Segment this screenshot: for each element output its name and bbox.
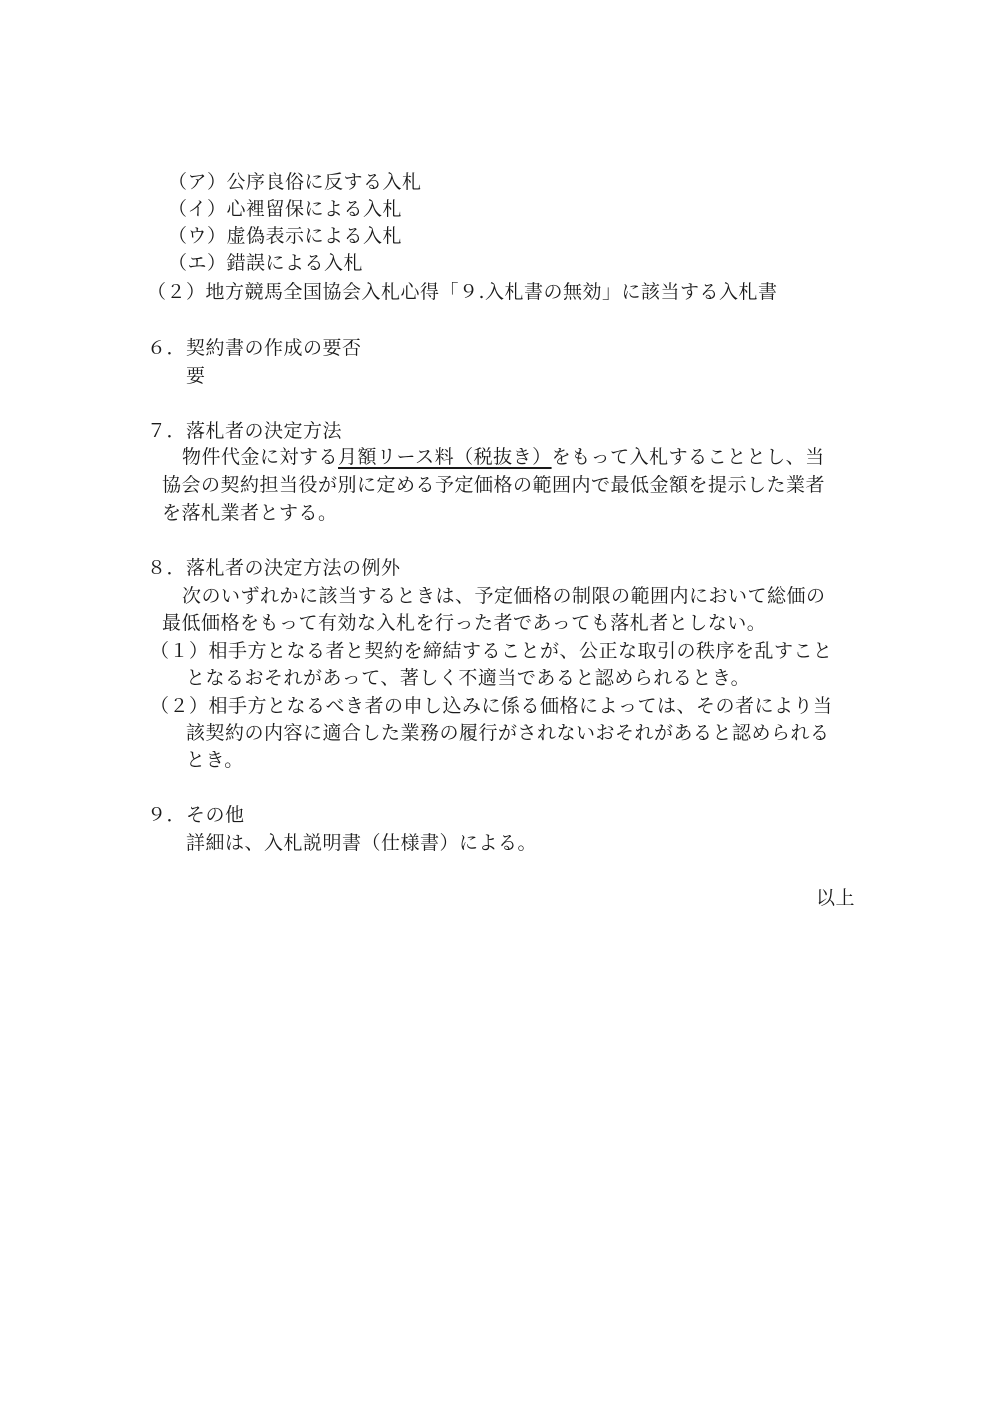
section-8-item-2-line-2: 該契約の内容に適合した業務の履行がされないおそれがあると認められる [186, 722, 830, 744]
section-8-intro-line-2: 最低価格をもって有効な入札を行った者であっても落札者としない。 [162, 612, 767, 634]
section-7-line-1-before: 物件代金に対する [182, 446, 339, 468]
section-7-line-2: 協会の契約担当役が別に定める予定価格の範囲内で最低金額を提示した業者 [162, 474, 826, 496]
section-8-item-1-line-1: （１）相手方となる者と契約を締結することが、公正な取引の秩序を乱すこと [150, 640, 833, 662]
closing-ijou: 以上 [816, 887, 856, 909]
section-8-heading: ８．落札者の決定方法の例外 [147, 557, 401, 579]
section-9-heading: ９．その他 [147, 804, 245, 826]
invalid-bid-item-a: （ア）公序良俗に反する入札 [168, 171, 422, 193]
invalid-bid-item-2: （２）地方競馬全国協会入札心得「９.入札書の無効」に該当する入札書 [147, 281, 778, 303]
section-7-heading: ７．落札者の決定方法 [147, 420, 343, 442]
invalid-bid-item-e: （エ）錯誤による入札 [168, 252, 364, 274]
section-6-heading: ６．契約書の作成の要否 [147, 337, 362, 359]
section-7-line-3: を落札業者とする。 [162, 502, 338, 524]
section-8-intro-line-1: 次のいずれかに該当するときは、予定価格の制限の範囲内において総価の [182, 585, 826, 607]
invalid-bid-item-u: （ウ）虚偽表示による入札 [168, 225, 403, 247]
monthly-lease-fee-underlined: 月額リース料（税抜き） [338, 446, 552, 468]
section-8-item-1-line-2: となるおそれがあって、著しく不適当であると認められるとき。 [186, 667, 751, 689]
section-7-line-1-after: をもって入札することとし、当 [551, 446, 825, 468]
section-8-item-2-line-3: とき。 [186, 749, 244, 771]
section-7-line-1 [182, 444, 825, 470]
section-9-body: 詳細は、入札説明書（仕様書）による。 [186, 832, 538, 854]
section-6-body: 要 [186, 365, 206, 387]
invalid-bid-item-i: （イ）心裡留保による入札 [168, 198, 403, 220]
section-8-item-2-line-1: （２）相手方となるべき者の申し込みに係る価格によっては、その者により当 [150, 695, 833, 717]
